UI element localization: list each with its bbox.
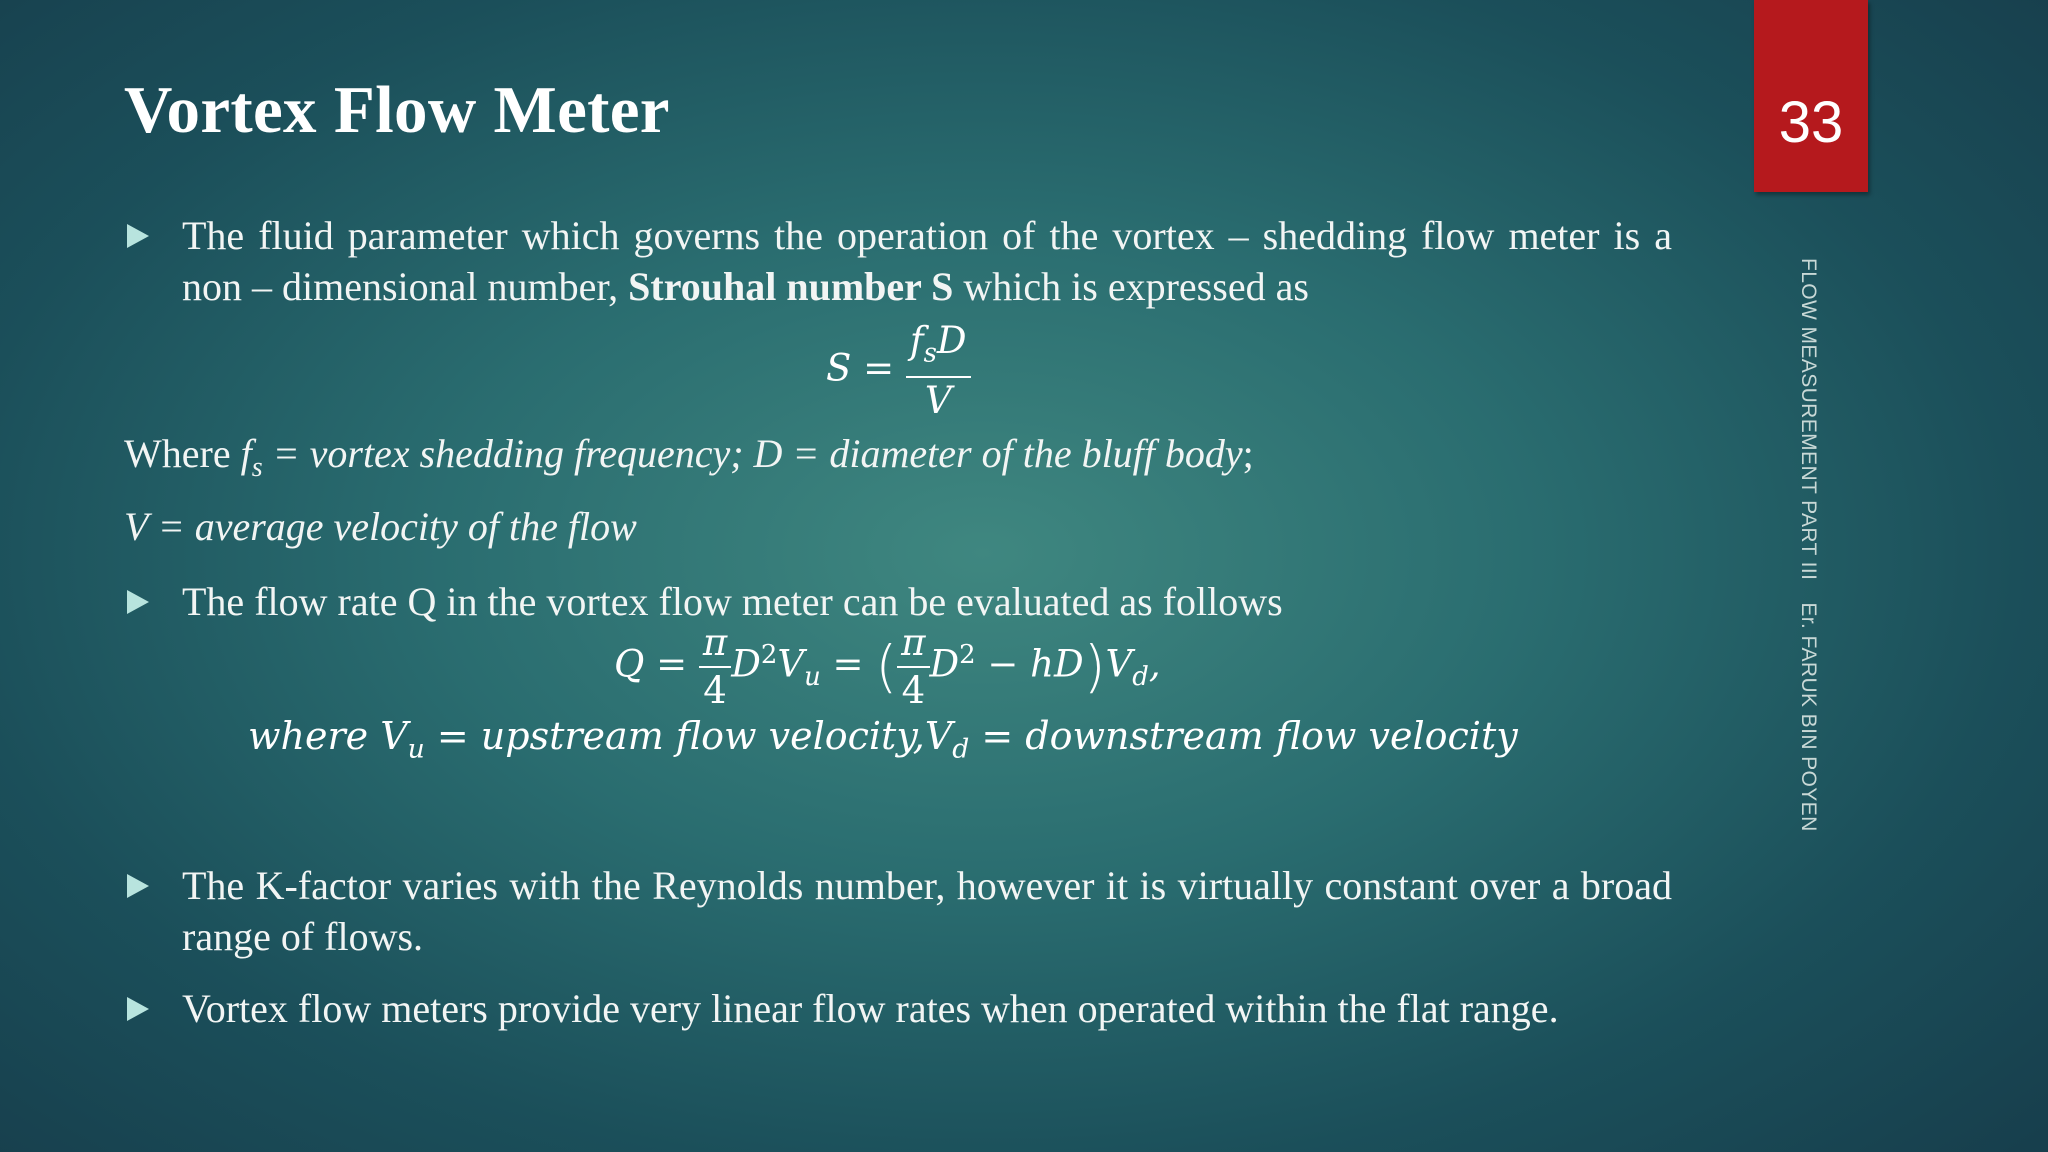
bullet-k-factor: The K-factor varies with the Reynolds number, however it is virtually constant over a broad range of flows. (182, 863, 1672, 959)
bullet-arrow-icon (127, 874, 149, 898)
eq3-sub-d: d (952, 733, 970, 765)
eq3-sub-u: u (407, 733, 425, 765)
eq2-right-paren: ) (1083, 634, 1106, 700)
strouhal-term: Strouhal number S (628, 264, 954, 309)
eq2-sub-d: d (1132, 661, 1149, 692)
eq1-denominator: V (924, 379, 952, 423)
eq2-v: V (777, 642, 805, 686)
velocity-equation (248, 714, 1518, 765)
where-definitions (124, 430, 1254, 484)
slide-title: Vortex Flow Meter (124, 73, 670, 147)
eq3-upstream: = upstream flow velocity,V (424, 714, 953, 758)
eq1-f: f (909, 319, 924, 362)
eq2-minus-hd: − hD (975, 642, 1084, 686)
velocity-definition: V = average velocity of the flow (124, 504, 637, 549)
definitions-semicolon: ; (1242, 431, 1254, 476)
footer-course-title: FLOW MEASUREMENT PART III (1797, 258, 1820, 581)
bullet-linear-flow: Vortex flow meters provide very linear flow rates when operated within the flat range. (182, 986, 1559, 1031)
eq2-four: 4 (703, 669, 727, 712)
footer-author: Er. FARUK BIN POYEN (1797, 602, 1820, 832)
eq1-numerator (906, 318, 971, 378)
eq3-where: where V (248, 714, 408, 758)
eq2-d: D (731, 642, 761, 686)
strouhal-equation (826, 318, 971, 424)
page-number-tab (1754, 0, 1868, 192)
eq1-sub-s: s (923, 338, 937, 369)
eq2-d-2: D (929, 642, 960, 686)
eq1-lhs: S = (826, 346, 895, 390)
definitions-text: = vortex shedding frequency; D = diameter of the bluff body (262, 431, 1243, 476)
bullet-strouhal (182, 210, 1672, 312)
bullet-arrow-icon (127, 997, 149, 1021)
where-prefix: Where (124, 431, 241, 476)
eq2-pi-2: π (897, 620, 929, 668)
eq1-d: D (936, 319, 967, 362)
eq2-pi: π (699, 620, 731, 668)
bullet-flow-rate: The flow rate Q in the vortex flow meter can be evaluated as follows (182, 579, 1283, 624)
bullet-strouhal-text-start: The fluid parameter which governs the operation of the vortex – shedding flow meter is a non – dimensional number, (182, 213, 1672, 309)
eq2-square-2: 2 (959, 640, 976, 671)
eq2-sub-u: u (804, 661, 821, 692)
eq2-square: 2 (760, 640, 778, 671)
eq2-fraction-1 (699, 620, 731, 714)
eq3-downstream: = downstream flow velocity (969, 714, 1518, 758)
eq2-v-2: V (1105, 642, 1133, 686)
page-number: 33 (1778, 90, 1844, 155)
eq1-fraction (906, 318, 971, 424)
side-footer (1796, 258, 1820, 832)
eq2-fraction-2 (897, 620, 929, 714)
bullet-arrow-icon (127, 224, 149, 248)
flow-rate-equation (614, 620, 1161, 714)
eq2-four-2: 4 (901, 669, 926, 712)
eq2-q: Q = (614, 642, 688, 686)
fs-subscript: s (251, 452, 263, 483)
bullet-strouhal-text-end: which is expressed as (953, 264, 1309, 309)
fs-variable: f (240, 431, 252, 476)
eq2-comma: , (1148, 642, 1161, 686)
eq2-equals: = (820, 642, 864, 686)
eq2-left-paren: ( (875, 634, 898, 700)
bullet-arrow-icon (127, 590, 149, 614)
